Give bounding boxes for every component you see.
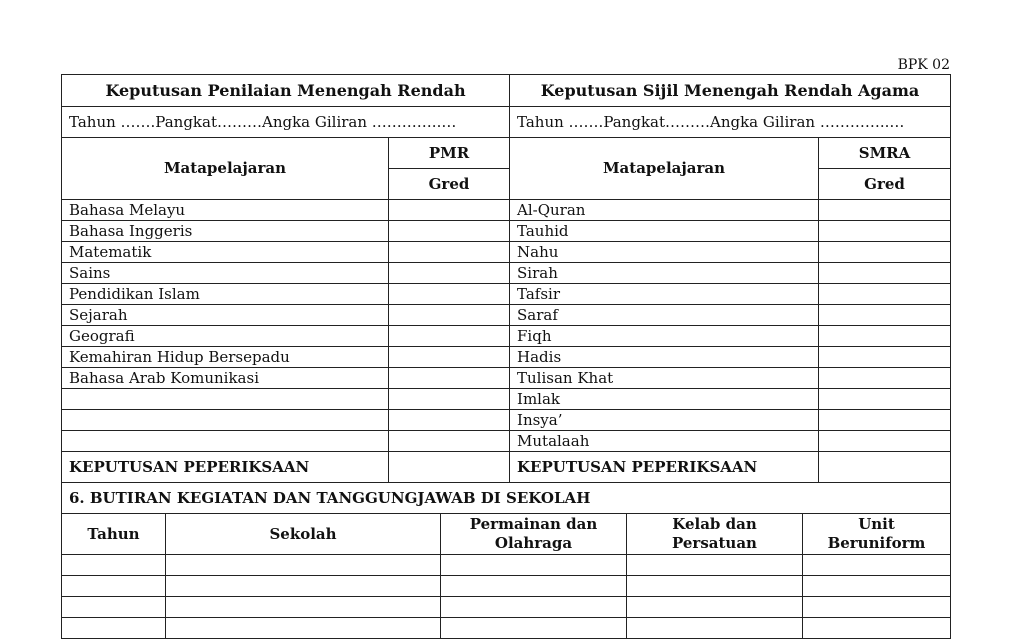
pmr-subject-name: Bahasa Inggeris: [62, 221, 389, 242]
section6-title: 6. BUTIRAN KEGIATAN DAN TANGGUNGJAWAB DI SEKOLAH: [62, 483, 951, 514]
pmr-subject-name: [62, 410, 389, 431]
smra-grade-cell[interactable]: [819, 221, 951, 242]
subject-row: [62, 368, 951, 389]
smra-subject-name: Saraf: [510, 305, 819, 326]
subject-rows: [62, 200, 951, 452]
pmr-grade-cell[interactable]: [389, 242, 510, 263]
pmr-subject-name: Matematik: [62, 242, 389, 263]
activity-cell[interactable]: [166, 618, 441, 639]
activity-cell[interactable]: [441, 555, 627, 576]
pmr-subject-name: [62, 431, 389, 452]
activity-cell[interactable]: [62, 576, 166, 597]
smra-subject-name: Insya’: [510, 410, 819, 431]
smra-subject-name: Mutalaah: [510, 431, 819, 452]
section6-title-row: [62, 483, 951, 514]
activity-cell[interactable]: [803, 618, 951, 639]
pmr-grade-cell[interactable]: [389, 263, 510, 284]
col-sekolah: [166, 514, 441, 555]
pmr-subject-name: Sejarah: [62, 305, 389, 326]
pmr-grade-cell[interactable]: [389, 368, 510, 389]
activity-cell[interactable]: [627, 576, 803, 597]
results-header-row: [62, 138, 951, 169]
form-code: BPK 02: [897, 57, 950, 73]
col-kelab-line1: Kelab dan: [672, 515, 757, 534]
subject-row: [62, 305, 951, 326]
activity-cell[interactable]: [441, 597, 627, 618]
results-details-row: [62, 107, 951, 138]
pmr-subject-name: Bahasa Melayu: [62, 200, 389, 221]
smra-subject-name: Tauhid: [510, 221, 819, 242]
subject-row: [62, 242, 951, 263]
col-permainan-line1: Permainan dan: [469, 515, 598, 534]
smra-subject-name: Fiqh: [510, 326, 819, 347]
pmr-grade-cell[interactable]: [389, 305, 510, 326]
pmr-subject-name: [62, 389, 389, 410]
activity-cell[interactable]: [166, 576, 441, 597]
results-summary-row: [62, 452, 951, 483]
pmr-grade-cell[interactable]: [389, 431, 510, 452]
pmr-result-cell[interactable]: [389, 452, 510, 483]
activity-cell[interactable]: [166, 597, 441, 618]
smra-result-label: KEPUTUSAN PEPERIKSAAN: [510, 452, 819, 483]
col-permainan: [441, 514, 627, 555]
activity-row: [62, 555, 951, 576]
results-title-row: [62, 75, 951, 107]
smra-title: Keputusan Sijil Menengah Rendah Agama: [510, 75, 951, 107]
smra-subject-header: Matapelajaran: [510, 138, 819, 200]
activities-table: [61, 513, 951, 639]
pmr-subject-name: Geografi: [62, 326, 389, 347]
activity-cell[interactable]: [803, 597, 951, 618]
smra-subject-name: Al-Quran: [510, 200, 819, 221]
smra-grade-cell[interactable]: [819, 347, 951, 368]
activity-cell[interactable]: [441, 576, 627, 597]
activity-cell[interactable]: [62, 618, 166, 639]
smra-grade-cell[interactable]: [819, 305, 951, 326]
pmr-exam-header: PMR: [389, 138, 510, 169]
activity-cell[interactable]: [627, 555, 803, 576]
pmr-details: Tahun …….Pangkat………Angka Giliran …………..…: [62, 107, 510, 138]
pmr-grade-cell[interactable]: [389, 221, 510, 242]
smra-grade-cell[interactable]: [819, 431, 951, 452]
smra-subject-name: Tulisan Khat: [510, 368, 819, 389]
activity-cell[interactable]: [803, 555, 951, 576]
col-unit: [803, 514, 951, 555]
col-permainan-line2: Olahraga: [494, 534, 573, 552]
smra-details: Tahun …….Pangkat………Angka Giliran …………..…: [510, 107, 951, 138]
col-unit-line2: Beruniform: [827, 534, 926, 552]
activity-cell[interactable]: [62, 597, 166, 618]
pmr-subject-name: Pendidikan Islam: [62, 284, 389, 305]
activity-cell[interactable]: [62, 555, 166, 576]
smra-result-cell[interactable]: [819, 452, 951, 483]
activity-cell[interactable]: [166, 555, 441, 576]
pmr-grade-cell[interactable]: [389, 389, 510, 410]
smra-grade-header: Gred: [819, 169, 951, 200]
col-sekolah-line1: Sekolah: [269, 524, 337, 543]
activity-row: [62, 576, 951, 597]
pmr-grade-cell[interactable]: [389, 410, 510, 431]
activity-cell[interactable]: [803, 576, 951, 597]
subject-row: [62, 389, 951, 410]
subject-row: [62, 347, 951, 368]
smra-grade-cell[interactable]: [819, 389, 951, 410]
subject-row: [62, 200, 951, 221]
activity-row: [62, 618, 951, 639]
smra-grade-cell[interactable]: [819, 263, 951, 284]
smra-grade-cell[interactable]: [819, 410, 951, 431]
smra-subject-name: Imlak: [510, 389, 819, 410]
subject-row: [62, 263, 951, 284]
activity-cell[interactable]: [627, 597, 803, 618]
pmr-subject-header: Matapelajaran: [62, 138, 389, 200]
smra-subject-name: Hadis: [510, 347, 819, 368]
col-unit-line1: Unit: [858, 515, 895, 534]
pmr-grade-cell[interactable]: [389, 200, 510, 221]
exam-results-table: [61, 74, 951, 514]
activity-cell[interactable]: [441, 618, 627, 639]
col-tahun: [62, 514, 166, 555]
subject-row: [62, 221, 951, 242]
activity-row: [62, 597, 951, 618]
pmr-grade-cell[interactable]: [389, 347, 510, 368]
smra-grade-cell[interactable]: [819, 326, 951, 347]
smra-grade-cell[interactable]: [819, 242, 951, 263]
smra-grade-cell[interactable]: [819, 368, 951, 389]
pmr-grade-cell[interactable]: [389, 284, 510, 305]
col-kelab: [627, 514, 803, 555]
subject-row: [62, 284, 951, 305]
subject-row: [62, 410, 951, 431]
smra-subject-name: Nahu: [510, 242, 819, 263]
subject-row: [62, 326, 951, 347]
smra-grade-cell[interactable]: [819, 284, 951, 305]
pmr-subject-name: Sains: [62, 263, 389, 284]
col-tahun-line1: Tahun: [87, 524, 140, 543]
pmr-result-label: KEPUTUSAN PEPERIKSAAN: [62, 452, 389, 483]
pmr-grade-header: Gred: [389, 169, 510, 200]
subject-row: [62, 431, 951, 452]
pmr-subject-name: Kemahiran Hidup Bersepadu: [62, 347, 389, 368]
activity-cell[interactable]: [627, 618, 803, 639]
col-kelab-line2: Persatuan: [672, 534, 757, 552]
smra-subject-name: Sirah: [510, 263, 819, 284]
activity-rows: [62, 555, 951, 639]
smra-grade-cell[interactable]: [819, 200, 951, 221]
activities-header-row: [62, 514, 951, 555]
smra-exam-header: SMRA: [819, 138, 951, 169]
pmr-grade-cell[interactable]: [389, 326, 510, 347]
pmr-title: Keputusan Penilaian Menengah Rendah: [62, 75, 510, 107]
pmr-subject-name: Bahasa Arab Komunikasi: [62, 368, 389, 389]
smra-subject-name: Tafsir: [510, 284, 819, 305]
